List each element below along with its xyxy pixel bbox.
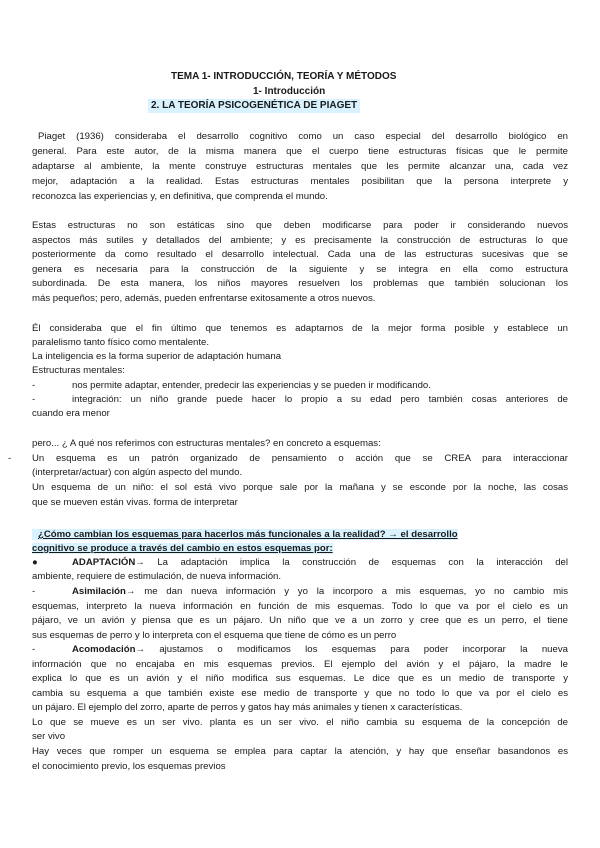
list-dash: - bbox=[8, 453, 12, 464]
paragraph-line: subordinada. De esta manera, los niños mayores resuelven los problemas que también solucionan los bbox=[32, 278, 568, 289]
paragraph-line: pájaro, ve un avión y piensa que es un pájaro. Un niño que ve a un zorro y cree que es un perro, el tiene bbox=[32, 615, 568, 626]
paragraph-line: Lo que se mueve es un ser vivo. planta es un ser vivo. el niño cambia su esquema de la concepción de bbox=[32, 717, 568, 728]
paragraph-line: sus esquemas de perro y lo interpreta con el esquema que tiene de cómo es un perro bbox=[32, 630, 397, 641]
list-item: - Asimilación→ me dan nueva información y yo la incorporo a mis esquemas, yo no cambio mis bbox=[32, 586, 568, 597]
paragraph-line: reconozca las experiencias y, en definitiva, que comprenda el mundo. bbox=[32, 191, 328, 202]
paragraph-line: que se mueven están vivas. forma de interpretar bbox=[32, 497, 238, 508]
paragraph-line: Hay veces que romper un esquema se emplea para captar la atención, y hay que enseñar basandonos es bbox=[32, 746, 568, 757]
paragraph-line: información que no encajaba en mis esquemas previos. El ejemplo del avión y el pájaro, la madre le bbox=[32, 659, 568, 670]
list-item: - nos permite adaptar, entender, predecir las experiencias y se pueden ir modificando. bbox=[32, 380, 431, 391]
list-item: - Acomodación→ ajustamos o modificamos los esquemas para poder incorporar la nueva bbox=[32, 644, 568, 655]
paragraph-line: el conocimiento previo, los esquemas previos bbox=[32, 761, 226, 772]
paragraph-line: esquemas, interpreto la nueva información en función de mis esquemas. Todo lo que va por el cielo es un bbox=[32, 601, 568, 612]
paragraph-line: Un esquema de un niño: el sol está vivo porque sale por la mañana y se esconde por la noche, las cosas bbox=[32, 482, 568, 493]
highlighted-question: cognitivo se produce a través del cambio en estos esquemas por: bbox=[32, 543, 333, 554]
paragraph-line: (interpretar/actuar) con algún aspecto del mundo. bbox=[32, 467, 243, 478]
paragraph-line: explica lo que es un avión y el niño modifica sus esquemas. Le dice que es un medio de transporte y bbox=[32, 673, 568, 684]
paragraph-line: mejor, adaptación a la realidad. Estas estructuras mentales posibilitan que la persona interprete y bbox=[32, 176, 568, 187]
paragraph-line: Estas estructuras no son estáticas sino que deben modificarse para poder ir considerando nuevos bbox=[32, 220, 568, 231]
paragraph-line: general. Para este autor, de la misma manera que el cuerpo tiene estructuras físicas que le permite bbox=[32, 146, 568, 157]
highlighted-question: ¿Cómo cambian los esquemas para hacerlos más funcionales a la realidad? → el desarrollo bbox=[32, 528, 568, 542]
paragraph-line: Un esquema es un patrón organizado de pensamiento o acción que se CREA para interaccionar bbox=[32, 453, 568, 464]
paragraph-line: La inteligencia es la forma superior de adaptación humana bbox=[32, 351, 282, 362]
section-heading: 2. LA TEORÍA PSICOGENÉTICA DE PIAGET bbox=[148, 99, 360, 113]
document-title: TEMA 1- INTRODUCCIÓN, TEORÍA Y MÉTODOS bbox=[171, 71, 397, 82]
paragraph-line: paralelismo tanto físico como mentalente. bbox=[32, 337, 210, 348]
paragraph-line: cambia su esquema a que también existe ese medio de transporte y que no todo lo que va por el cielo es bbox=[32, 688, 568, 699]
paragraph-line: posteriormente da como resultado el desarrollo intelectual. Cada una de las estructuras sucesivas que se bbox=[32, 249, 568, 260]
paragraph-line: adaptarse al ambiente, la mente construye estructuras mentales que les permite alcanzar una, cada vez bbox=[32, 161, 568, 172]
paragraph-line: ser vivo bbox=[32, 731, 66, 742]
paragraph-line: Él consideraba que el fin último que tenemos es adaptarnos de la mejor forma posible y establece un bbox=[32, 323, 568, 334]
paragraph-line: Piaget (1936) consideraba el desarrollo cognitivo como un caso especial del desarrollo biológico en bbox=[38, 131, 568, 142]
paragraph-line: ambiente, requiere de estimulación, de nueva información. bbox=[32, 571, 282, 582]
paragraph-line: Estructuras mentales: bbox=[32, 365, 125, 376]
paragraph-line: más pequeños; pero, además, pueden enfrentarse exitosamente a otros nuevos. bbox=[32, 293, 376, 304]
paragraph-line: pero... ¿ A qué nos referimos con estructuras mentales? en concreto a esquemas: bbox=[32, 438, 381, 449]
paragraph-line: cuando era menor bbox=[32, 408, 110, 419]
paragraph-line: genera es necesaria para la construcción de la siguiente y se integra en ella como estructura bbox=[32, 264, 568, 275]
document-subtitle: 1- Introducción bbox=[253, 86, 326, 97]
list-item: ● ADAPTACIÓN→ La adaptación implica la construcción de esquemas con la interacción del bbox=[32, 557, 568, 568]
paragraph-line: aspectos más sutiles y detallados del ambiente; y es precisamente la construcción de estructuras lo que bbox=[32, 235, 568, 246]
list-item: - integración: un niño grande puede hacer lo propio a su edad pero también cosas anteriores de bbox=[32, 394, 568, 405]
paragraph-line: un pájaro. El ejemplo del zorro, aparte de perros y gatos hay más animales y tienen x características. bbox=[32, 702, 463, 713]
